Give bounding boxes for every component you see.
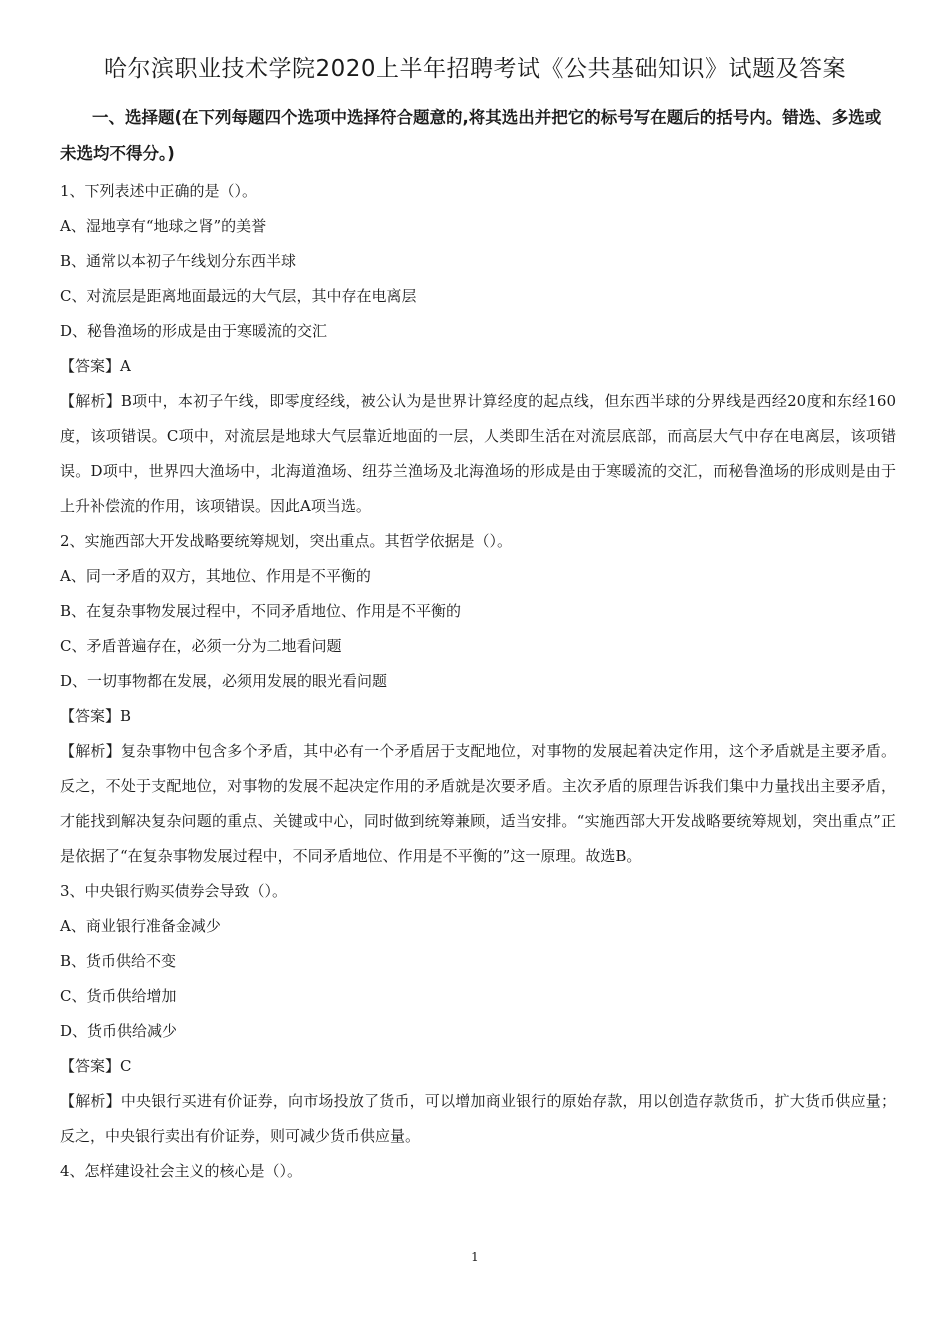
option-c: C、矛盾普遍存在，必须一分为二地看问题: [60, 637, 342, 655]
option-d: D、一切事物都在发展，必须用发展的眼光看问题: [60, 672, 388, 690]
question-stem: 1、下列表述中正确的是（）。: [60, 182, 258, 200]
option-b: B、通常以本初子午线划分东西半球: [60, 252, 297, 270]
question-1: [60, 174, 896, 524]
option-c: C、货币供给增加: [60, 987, 177, 1005]
document-title: 哈尔滨职业技术学院2020上半年招聘考试《公共基础知识》试题及答案: [103, 56, 847, 82]
question-3: [60, 874, 896, 1154]
question-stem: 4、怎样建设社会主义的核心是（）。: [60, 1162, 303, 1180]
option-a: A、湿地享有“地球之肾”的美誉: [60, 217, 267, 235]
option-d: D、秘鲁渔场的形成是由于寒暖流的交汇: [60, 322, 328, 340]
option-b: B、在复杂事物发展过程中，不同矛盾地位、作用是不平衡的: [60, 602, 462, 620]
option-c: C、对流层是距离地面最远的大气层，其中存在电离层: [60, 287, 417, 305]
question-stem: 2、实施西部大开发战略要统筹规划，突出重点。其哲学依据是（）。: [60, 532, 513, 550]
analysis: 【解析】B项中，本初子午线，即零度经线，被公认为是世界计算经度的起点线，但东西半球的分界线是西经20度和东经160度，该项错误。C项中，对流层是地球大气层靠近地面的一层，人类即生活在对流层底部，而高层大气中存在电离层，该项错误。D项中，世界四大渔场中，北海道渔场、纽芬兰渔场及北海渔场的形成是由于寒暖流的交汇，而秘鲁渔场的形成则是由于上升补偿流的作用，该项错误。因此A项当选。: [60, 392, 896, 515]
question-2: [60, 524, 896, 874]
answer: 【答案】C: [60, 1057, 132, 1075]
answer: 【答案】B: [60, 707, 132, 725]
section-instructions: 一、选择题(在下列每题四个选项中选择符合题意的,将其选出并把它的标号写在题后的括号内。错选、多选或未选均不得分。): [60, 108, 882, 163]
answer: 【答案】A: [60, 357, 131, 375]
question-list: [60, 174, 896, 1189]
option-d: D、货币供给减少: [60, 1022, 178, 1040]
analysis: 【解析】中央银行买进有价证券，向市场投放了货币，可以增加商业银行的原始存款，用以创造存款货币，扩大货币供应量；反之，中央银行卖出有价证券，则可减少货币供应量。: [60, 1092, 896, 1145]
page-number: 1: [471, 1250, 479, 1264]
option-a: A、商业银行准备金减少: [60, 917, 221, 935]
question-stem: 3、中央银行购买债券会导致（）。: [60, 882, 288, 900]
question-4: [60, 1154, 896, 1189]
analysis: 【解析】复杂事物中包含多个矛盾，其中必有一个矛盾居于支配地位，对事物的发展起着决定作用，这个矛盾就是主要矛盾。反之，不处于支配地位，对事物的发展不起决定作用的矛盾就是次要矛盾。主次矛盾的原理告诉我们集中力量找出主要矛盾，才能找到解决复杂问题的重点、关键或中心，同时做到统筹兼顾，适当安排。“实施西部大开发战略要统筹规划，突出重点”正是依据了“在复杂事物发展过程中，不同矛盾地位、作用是不平衡的”这一原理。故选B。: [60, 742, 896, 865]
option-a: A、同一矛盾的双方，其地位、作用是不平衡的: [60, 567, 371, 585]
option-b: B、货币供给不变: [60, 952, 177, 970]
